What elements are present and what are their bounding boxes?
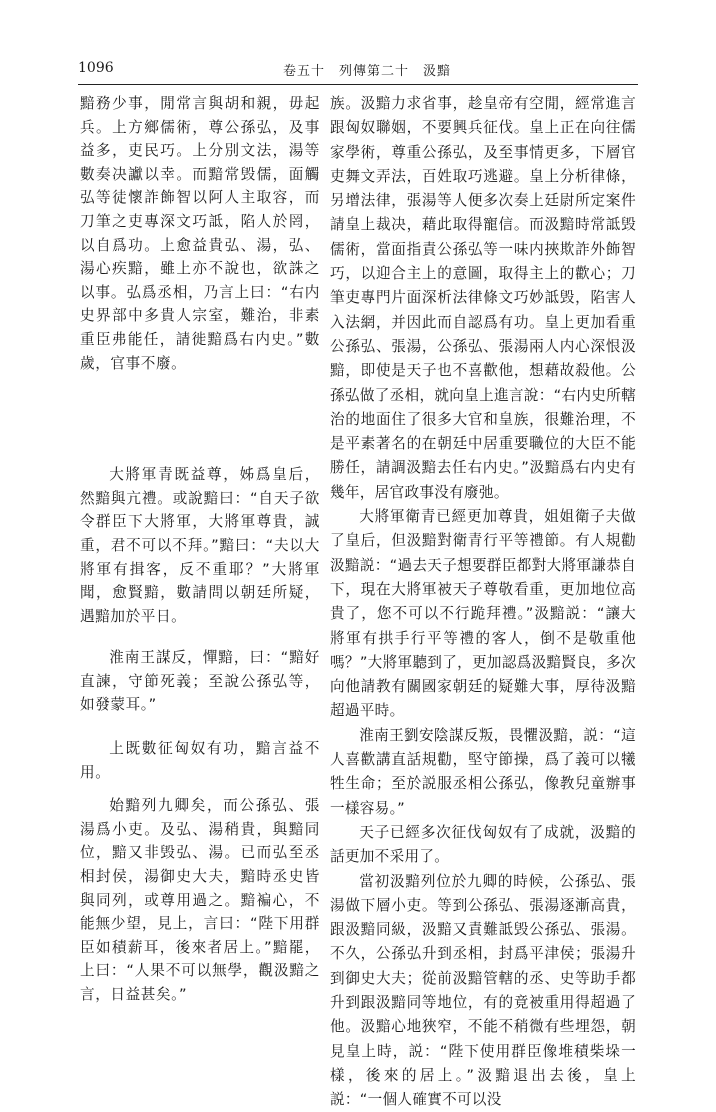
page-header [78, 60, 638, 82]
header-rule [78, 84, 638, 85]
page-number: 1096 [78, 60, 114, 76]
classical-paragraph-1: 黯務少事，閒常言與胡和親，毋起兵。上方鄉儒術，尊公孫弘，及事益多，吏民巧。上分別文法，湯等數奏决讞以幸。而黯常毁儒，面觸弘等徒懷詐飾智以阿人主取容，而刀筆之吏專深文巧詆，陷人於罔，以自爲功。上愈益貴弘、湯，弘、湯心疾黯，雖上亦不說也，欲誅之以事。弘爲丞相，乃言上曰：“右内史界部中多貴人宗室，難治，非素重臣弗能任，請徙黯爲右内史。”數歲，官事不廢。 [80, 92, 320, 375]
translation-paragraph-3: 淮南王劉安陰謀反叛，畏懼汲黯，説：“這人喜歡講直話規勸，堅守節操，爲了義可以犧牲生命；至於説服丞相公孫弘，像教兒童辦事一樣容易。” [330, 724, 636, 821]
translation-text-column [330, 92, 636, 1112]
classical-paragraph-4: 上既數征匈奴有功，黯言益不用。 [80, 737, 320, 784]
classical-text-column [80, 92, 320, 1007]
translation-paragraph-5: 當初汲黯列位於九卿的時候，公孫弘、張湯做下層小吏。等到公孫弘、張湯逐漸高貴，跟汲黯同級，汲黯又責難詆毁公孫弘、張湯。不久，公孫弘升到丞相，封爲平津侯；張湯升到御史大夫；從前汲黯管轄的丞、史等助手都升到跟汲黯同等地位，有的竟被重用得超過了他。汲黯心地狹窄，不能不稍微有些埋怨，朝見皇上時，説：“陛下使用群臣像堆積柴垛一樣，後來的居上。”汲黯退出去後，皇上説：“一個人確實不可以没 [330, 870, 636, 1112]
translation-paragraph-1: 族。汲黯力求省事，趁皇帝有空閒，經常進言跟匈奴聯姻，不要興兵征伐。皇上正在向往儒家學術，尊重公孫弘，及至事情更多，下層官吏舞文弄法，百姓取巧逃避。皇上分析律條，另增法律，張湯等人便多次奏上廷尉所定案件請皇上裁决，藉此取得寵信。而汲黯時常詆毁儒術，當面指責公孫弘等一味内挾欺詐外飾智巧，以迎合主上的意圖，取得主上的歡心；刀筆吏專門片面深析法律條文巧妙詆毁，陷害人入法網，并因此而自認爲有功。皇上更加看重公孫弘、張湯，公孫弘、張湯兩人内心深恨汲黯，即使是天子也不喜歡他，想藉故殺他。公孫弘做了丞相，就向皇上進言說：“右内史所轄治的地面住了很多大官和皇族，很難治理，不是平素著名的在朝廷中居重要職位的大臣不能勝任，請調汲黯去任右内史。”汲黯爲右内史有幾年，居官政事没有廢弛。 [330, 92, 636, 505]
classical-paragraph-2: 大將軍青既益尊，姊爲皇后，然黯與亢禮。或說黯曰：“自天子欲令群臣下大將軍，大將軍尊貴，誠重，君不可以不拜。”黯曰：“夫以大將軍有揖客，反不重耶？”大將軍聞，愈賢黯，數請問以朝廷所疑，遇黯加於平日。 [80, 463, 320, 628]
classical-paragraph-5: 始黯列九卿矣，而公孫弘、張湯爲小吏。及弘、湯稍貴，與黯同位，黯又非毁弘、湯。已而弘至丞相封侯，湯御史大夫，黯時丞史皆與同列，或尊用過之。黯褊心，不能無少望，見上，言曰：“陛下用群臣如積薪耳，後來者居上。”黯罷，上曰：“人果不可以無學，觀汲黯之言，日益甚矣。” [80, 794, 320, 1006]
running-title: 卷五十 列傳第二十 汲黯 [283, 60, 451, 79]
translation-paragraph-2: 大將軍衛青已經更加尊貴，姐姐衛子夫做了皇后，但汲黯對衛青行平等禮節。有人規勸汲黯説：“過去天子想要群臣都對大將軍謙恭自下，現在大將軍被天子尊敬看重，更加地位高貴了，您不可以不行跪拜禮。”汲黯説：“讓大將軍有拱手行平等禮的客人，倒不是敬重他嗎？”大將軍聽到了，更加認爲汲黯賢良，多次向他請教有關國家朝廷的疑難大事，厚待汲黯超過平時。 [330, 505, 636, 724]
translation-paragraph-4: 天子已經多次征伐匈奴有了成就，汲黯的話更加不采用了。 [330, 821, 636, 870]
classical-paragraph-3: 淮南王謀反，憚黯，曰：“黯好直諫，守節死義；至說公孫弘等，如發蒙耳。” [80, 646, 320, 717]
